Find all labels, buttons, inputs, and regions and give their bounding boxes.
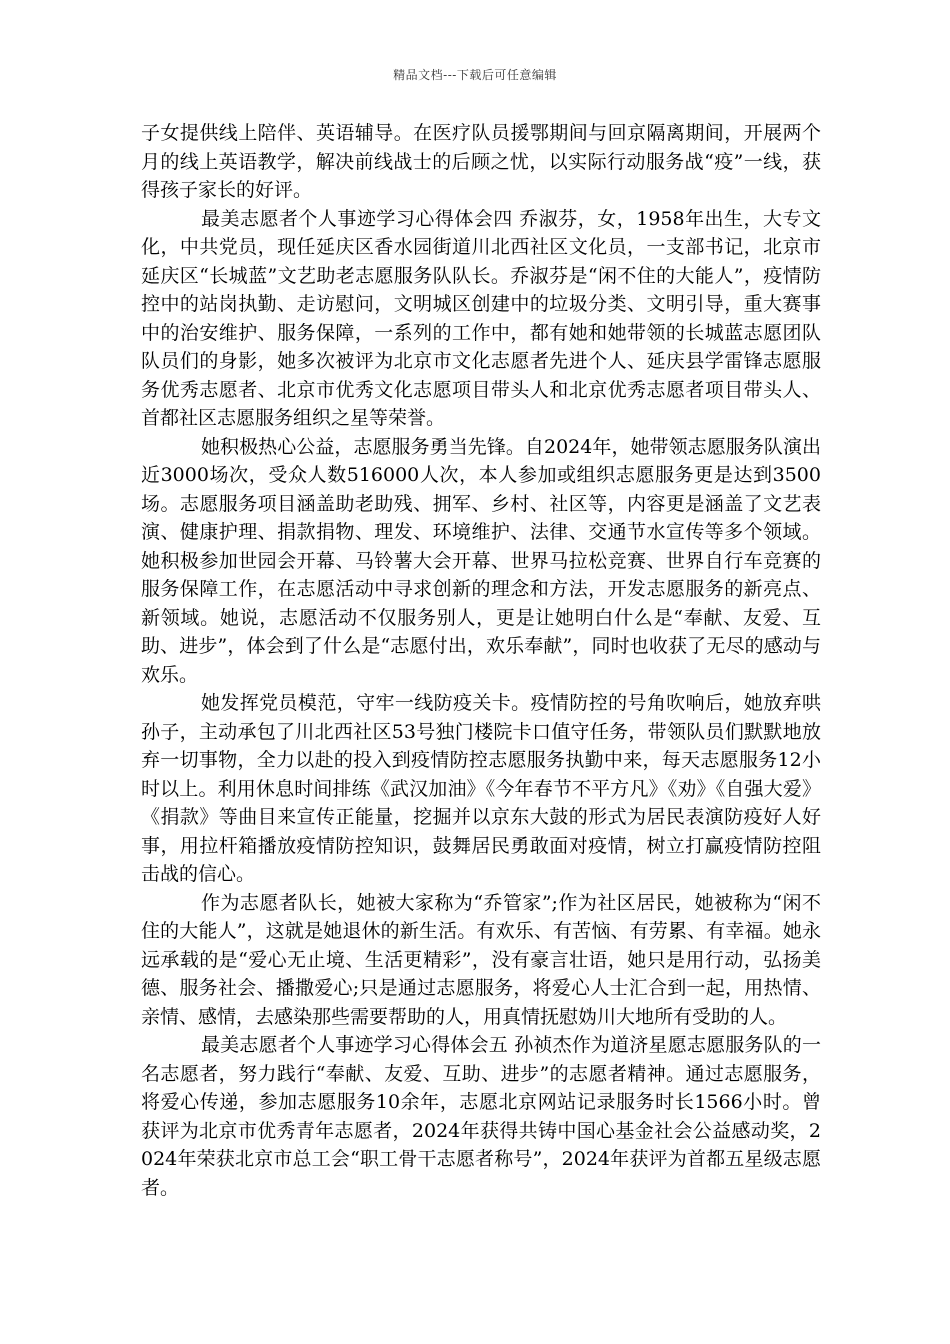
paragraph-team-leader: 作为志愿者队长，她被大家称为“乔管家”;作为社区居民，她被称为“闲不住的大能人”，这就是她退休的新生活。有欢乐、有苦恼、有劳累、有幸福。她永远承载的是“爱心无止境、生活更精彩”，没有豪言壮语，她只是用行动，弘扬美德、服务社会、播撒爱心;只是通过志愿服务，将爱心人士汇合到一起，用热情、亲情、感情，去感染那些需要帮助的人，用真情抚慰妫川大地所有受助的人。: [141, 891, 821, 1028]
page-header: 精品文档---下载后可任意编辑: [393, 68, 557, 82]
paragraph-section-five-intro: 最美志愿者个人事迹学习心得体会五 孙祯杰作为道济星愿志愿服务队的一名志愿者，努力践行“奉献、友爱、互助、进步”的志愿者精神。通过志愿服务，将爱心传递，参加志愿服务10余年，志愿北京网站记录服务时长1566小时。曾获评为北京市优秀青年志愿者，2024年获得共铸中国心基金社会公益感动奖，2024年荣获北京市总工会“职工骨干志愿者称号”，2024年获评为首都五星级志愿者。: [141, 1034, 821, 1199]
paragraph-epidemic-control: 她发挥党员模范，守牢一线防疫关卡。疫情防控的号角吹响后，她放弃哄孙子，主动承包了川北西社区53号独门楼院卡口值守任务，带领队员们默默地放弃一切事物，全力以赴的投入到疫情防控志愿服务执勤中来，每天志愿服务12小时以上。利用休息时间排练《武汉加油》《今年春节不平方凡》《劝》《自强大爱》《捐款》等曲目来宣传正能量，挖掘并以京东大鼓的形式为居民表演防疫好人好事，用拉杆箱播放疫情防控知识，鼓舞居民勇敢面对疫情，树立打赢疫情防控阻击战的信心。: [141, 692, 821, 885]
paragraph-continued: 子女提供线上陪伴、英语辅导。在医疗队员援鄂期间与回京隔离期间，开展两个月的线上英语教学，解决前线战士的后顾之忧，以实际行动服务战“疫”一线，获得孩子家长的好评。: [141, 122, 821, 201]
paragraph-section-four-intro: 最美志愿者个人事迹学习心得体会四 乔淑芬，女，1958年出生，大专文化，中共党员，现任延庆区香水园街道川北西社区文化员，一支部书记，北京市延庆区“长城蓝”文艺助老志愿服务队队长。乔淑芬是“闲不住的大能人”，疫情防控中的站岗执勤、走访慰问，文明城区创建中的垃圾分类、文明引导，重大赛事中的治安维护、服务保障，一系列的工作中，都有她和她带领的长城蓝志愿团队队员们的身影，她多次被评为北京市文化志愿者先进个人、延庆县学雷锋志愿服务优秀志愿者、北京市优秀文化志愿项目带头人和北京优秀志愿者项目带头人、首都社区志愿服务组织之星等荣誉。: [141, 207, 821, 429]
paragraph-volunteer-service: 她积极热心公益，志愿服务勇当先锋。自2024年，她带领志愿服务队演出近3000场次，受众人数516000人次，本人参加或组织志愿服务更是达到3500场。志愿服务项目涵盖助老助残、拥军、乡村、社区等，内容更是涵盖了文艺表演、健康护理、捐款捐物、理发、环境维护、法律、交通节水宣传等多个领域。她积极参加世园会开幕、马铃薯大会开幕、世界马拉松竞赛、世界自行车竞赛的服务保障工作，在志愿活动中寻求创新的理念和方法，开发志愿服务的新亮点、新领域。她说，志愿活动不仅服务别人，更是让她明白什么是“奉献、友爱、互助、进步”，体会到了什么是“志愿付出，欢乐奉献”，同时也收获了无尽的感动与欢乐。: [141, 435, 821, 686]
document-body: [141, 119, 821, 1202]
